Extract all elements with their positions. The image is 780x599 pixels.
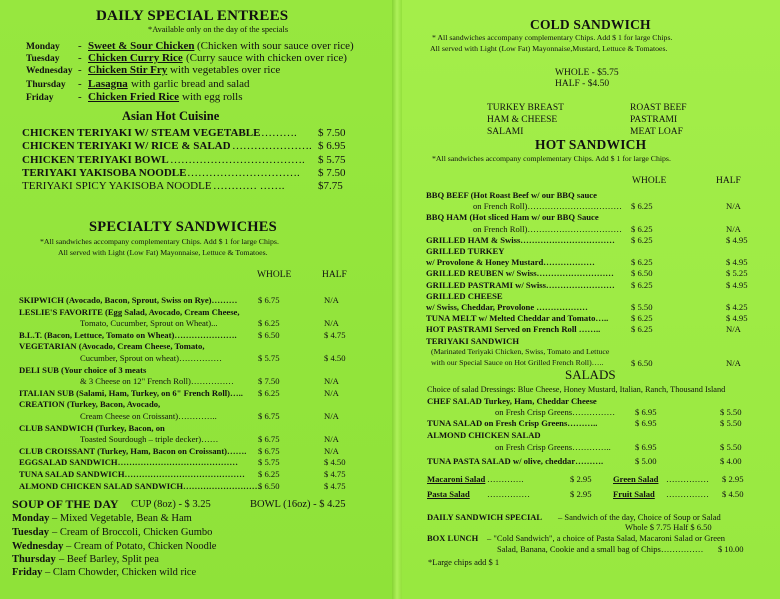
hot-half: N/A [726, 223, 741, 234]
soup-bowl: BOWL (16oz) - $ 4.25 [250, 499, 346, 510]
hot-line: TERIYAKI SANDWICH [426, 335, 520, 346]
specialty-half: N/A [324, 376, 339, 387]
salad-line: on Fresh Crisp Greens………….. [495, 442, 611, 452]
specialty-line: CLUB CROISSANT (Turkey, Ham, Bacon on Croissant)……. [19, 445, 247, 456]
box-lunch-text2: Salad, Banana, Cookie and a small bag of Chips…………… [497, 544, 704, 554]
hot-line: w/ Provolone & Honey Mustard……………… [426, 257, 595, 268]
hot-whole: $ 6.25 [631, 279, 653, 290]
asian-item-dots: ………. [261, 127, 297, 139]
soup-day: Wednesday [12, 541, 64, 552]
daily-sandwich-label: DAILY SANDWICH SPECIAL [427, 512, 543, 522]
hot-col-half: HALF [716, 176, 741, 186]
daily-desc: (Curry sauce with chicken over rice) [186, 52, 347, 64]
salad-line: CHEF SALAD Turkey, Ham, Cheddar Cheese [427, 396, 597, 406]
soup-day: Thursday [12, 554, 56, 565]
side-a-price: $ 2.95 [570, 474, 592, 484]
cold-title: COLD SANDWICH [530, 17, 651, 32]
soup-cup: CUP (8oz) - $ 3.25 [131, 499, 211, 510]
specialty-line: Tomato, Cucumber, Sprout on Wheat)... [80, 318, 218, 329]
daily-desc: (Chicken with sour sauce over rice) [197, 40, 354, 52]
specialty-note1: *All sandwiches accompany complementary Chips. Add $ 1 for large Chips. [40, 237, 279, 246]
specialty-note2: All served with Light (Low Fat) Mayonnaise, Lettuce & Tomatoes. [58, 248, 268, 257]
cold-meat: MEAT LOAF [630, 127, 683, 137]
side-a-dots: …………. [487, 474, 524, 484]
cold-meat: ROAST BEEF [630, 103, 687, 113]
box-lunch-text1: – "Cold Sandwich", a choice of Pasta Salad, Macaroni Salad or Green [487, 533, 726, 543]
salad-half: $ 5.50 [720, 407, 742, 417]
side-b-dots: …………… [666, 474, 709, 484]
daily-dash: - [78, 78, 82, 90]
cold-meat: TURKEY BREAST [487, 103, 564, 113]
daily-day: Friday [26, 93, 54, 103]
hot-line: BBQ HAM (Hot sliced Ham w/ our BBQ Sauce [426, 212, 599, 223]
specialty-line: Cream Cheese on Croissant)………….. [80, 411, 217, 421]
menu-fold [392, 0, 402, 599]
asian-title: Asian Hot Cuisine [122, 109, 220, 123]
specialty-whole: $ 6.75 [258, 411, 280, 421]
daily-item: Chicken Stir Fry [88, 64, 168, 76]
salad-line: TUNA PASTA SALAD w/ olive, cheddar………. [427, 456, 604, 466]
side-a: Macaroni Salad [427, 474, 486, 484]
asian-item-name: TERIYAKI YAKISOBA NOODLE [22, 167, 187, 179]
hot-line: w/ Swiss, Cheddar, Provolone ……………… [426, 302, 588, 312]
specialty-whole: $ 6.25 [258, 318, 280, 329]
specialty-whole: $ 6.75 [258, 445, 280, 456]
specialty-whole: $ 6.50 [258, 329, 280, 340]
hot-half: $ 5.25 [726, 268, 748, 279]
specialty-line: ITALIAN SUB (Salami, Ham, Turkey, on 6" French Roll)….. [19, 387, 243, 398]
cold-half: HALF - $4.50 [555, 79, 610, 89]
specialty-line: CREATION (Turkey, Bacon, Avocado, [19, 399, 161, 410]
asian-item-price: $ 7.50 [318, 127, 346, 139]
specialty-half: N/A [324, 445, 339, 456]
hot-line: GRILLED CHEESE [426, 290, 503, 301]
specialty-line: & 3 Cheese on 12" French Roll)…………… [80, 376, 234, 387]
cold-note1: * All sandwiches accompany complementary Chips. Add $ 1 for large Chips. [432, 33, 673, 42]
soup-day: Monday [12, 513, 50, 524]
specialty-col-half: HALF [322, 270, 347, 280]
daily-item: Lasagna [88, 78, 128, 90]
asian-item-price: $ 7.50 [318, 167, 346, 179]
daily-item: Chicken Fried Rice [88, 91, 180, 103]
asian-item-name: CHICKEN TERIYAKI W/ STEAM VEGETABLE [22, 127, 261, 139]
asian-item-price: $ 5.75 [318, 154, 346, 166]
box-lunch-price: $ 10.00 [718, 544, 744, 554]
hot-line: with our Special Sauce on Hot Grilled French Roll)….. [431, 358, 604, 367]
hot-whole: $ 6.25 [631, 201, 653, 212]
specialty-whole: $ 7.50 [258, 376, 280, 387]
hot-half: $ 4.95 [726, 279, 748, 290]
hot-half: $ 4.25 [726, 302, 748, 312]
specialty-half: $ 4.75 [324, 329, 346, 340]
hot-line: GRILLED TURKEY [426, 246, 505, 256]
specialty-line: EGGSALAD SANDWICH…………………………………… [19, 457, 238, 468]
hot-note: *All sandwiches accompany complementary Chips. Add $ 1 for large Chips. [432, 154, 671, 163]
specialty-half: N/A [324, 411, 339, 421]
cold-note2: All served with Light (Low Fat) Mayonnaise,Mustard, Lettuce & Tomatoes. [430, 44, 668, 53]
specialty-half: N/A [324, 387, 339, 398]
soup-text: – Beef Barley, Split pea [59, 554, 159, 565]
hot-line: (Marinated Teriyaki Chicken, Swiss, Tomato and Lettuce [431, 346, 610, 356]
salad-half: $ 5.50 [720, 418, 742, 428]
daily-day: Thursday [26, 80, 66, 90]
hot-half: $ 4.95 [726, 257, 748, 268]
daily-item: Chicken Curry Rice [88, 52, 183, 64]
specialty-whole: $ 5.75 [258, 353, 280, 363]
daily-sandwich-price: Whole $ 7.75 Half $ 6.50 [625, 522, 712, 532]
asian-item-price: $ 6.95 [318, 140, 346, 152]
side-b: Green Salad [613, 474, 659, 484]
asian-item-dots: ………………………………. [170, 154, 305, 166]
salad-whole: $ 5.00 [635, 456, 657, 466]
daily-dash: - [78, 52, 82, 64]
specialty-half: N/A [324, 318, 339, 329]
hot-line: on French Roll)…………………………… [473, 223, 622, 234]
hot-half: N/A [726, 324, 741, 335]
cold-meat: HAM & CHEESE [487, 115, 558, 125]
salad-line: TUNA SALAD on Fresh Crisp Greens……….. [427, 418, 598, 428]
daily-title: DAILY SPECIAL ENTREES [96, 8, 289, 24]
side-b-price: $ 2.95 [722, 474, 744, 484]
daily-dash: - [78, 64, 82, 76]
soup-text: – Cream of Potato, Chicken Noodle [66, 541, 217, 552]
hot-col-whole: WHOLE [632, 176, 667, 186]
salad-half: $ 4.00 [720, 456, 742, 466]
salad-half: $ 5.50 [720, 442, 742, 452]
hot-line: on French Roll)…………………………… [473, 201, 622, 212]
daily-day: Tuesday [26, 54, 60, 64]
soup-text: – Clam Chowder, Chicken wild rice [45, 567, 197, 578]
specialty-line: Cucumber, Sprout on wheat)…………… [80, 353, 222, 363]
hot-line: GRILLED HAM & Swiss…………………………… [426, 234, 615, 245]
daily-sandwich-text: – Sandwich of the day, Choice of Soup or Salad [558, 512, 721, 522]
hot-half: $ 4.95 [726, 313, 748, 324]
asian-item-name: CHICKEN TERIYAKI BOWL [22, 154, 169, 166]
hot-half: N/A [726, 201, 741, 212]
hot-whole: $ 6.25 [631, 324, 653, 335]
specialty-whole: $ 6.75 [258, 434, 280, 445]
chips-note: *Large chips add $ 1 [428, 557, 500, 567]
hot-line: GRILLED PASTRAMI w/ Swiss…………………… [426, 279, 615, 290]
specialty-col-whole: WHOLE [257, 270, 292, 280]
specialty-line: ALMOND CHICKEN SALAD SANDWICH……………………… [19, 480, 261, 491]
hot-whole: $ 6.25 [631, 257, 653, 268]
daily-dash: - [78, 40, 82, 52]
side-b: Fruit Salad [613, 489, 655, 499]
hot-line: HOT PASTRAMI Served on French Roll …….. [426, 324, 601, 335]
daily-desc: with egg rolls [182, 91, 243, 103]
hot-whole: $ 6.25 [631, 234, 653, 245]
specialty-half: N/A [324, 434, 339, 445]
side-b-dots: …………… [666, 489, 709, 499]
hot-whole: $ 6.25 [631, 223, 653, 234]
side-a: Pasta Salad [427, 489, 470, 499]
daily-day: Monday [26, 42, 60, 52]
specialty-half: N/A [324, 295, 339, 305]
specialty-line: TUNA SALAD SANDWICH…………………………………… [19, 469, 245, 479]
asian-item-name: TERIYAKI SPICY YAKISOBA NOODLE [22, 180, 212, 192]
specialty-line: VEGETARIAN (Avocado, Cream Cheese, Tomato, [19, 341, 205, 352]
specialty-half: $ 4.75 [324, 469, 346, 479]
soup-day: Friday [12, 567, 43, 578]
daily-desc: with garlic bread and salad [131, 78, 250, 90]
specialty-whole: $ 6.50 [258, 480, 280, 491]
hot-whole: $ 6.50 [631, 268, 653, 279]
specialty-line: B.L.T. (Bacon, Lettuce, Tomato on Wheat)…………………. [19, 329, 237, 340]
specialty-line: LESLIE'S FAVORITE (Egg Salad, Avocado, Cream Cheese, [19, 306, 240, 317]
cold-meat: SALAMI [487, 127, 524, 137]
hot-whole: $ 6.25 [631, 313, 653, 324]
specialty-whole: $ 5.75 [258, 457, 280, 468]
hot-whole: $ 5.50 [631, 302, 653, 312]
soup-text: – Mixed Vegetable, Bean & Ham [52, 513, 192, 524]
asian-item-dots: ………… ……. [213, 180, 285, 192]
specialty-line: DELI SUB (Your choice of 3 meats [19, 364, 147, 375]
specialty-line: Toasted Sourdough – triple decker)…… [80, 434, 219, 445]
hot-line: BBQ BEEF (Hot Roast Beef w/ our BBQ sauce [426, 190, 597, 200]
asian-item-dots: …………………………. [187, 167, 300, 179]
hot-line: TUNA MELT w/ Melted Cheddar and Tomato….. [426, 313, 609, 324]
daily-dash: - [78, 91, 82, 103]
daily-item: Sweet & Sour Chicken [88, 40, 195, 52]
asian-item-price: $7.75 [318, 180, 343, 192]
cold-meat: PASTRAMI [630, 115, 678, 125]
side-b-price: $ 4.50 [722, 489, 744, 499]
specialty-half: $ 4.75 [324, 480, 346, 491]
specialty-line: SKIPWICH (Avocado, Bacon, Sprout, Swiss on Rye)……… [19, 295, 238, 305]
daily-desc: with vegetables over rice [170, 64, 281, 76]
soup-text: – Cream of Broccoli, Chicken Gumbo [52, 527, 213, 538]
specialty-half: $ 4.50 [324, 353, 346, 363]
specialty-half: $ 4.50 [324, 457, 346, 468]
side-a-dots: …………… [487, 489, 530, 499]
cold-whole: WHOLE - $5.75 [555, 68, 619, 78]
daily-note: *Available only on the day of the specials [148, 25, 289, 34]
hot-title: HOT SANDWICH [535, 137, 647, 152]
daily-day: Wednesday [26, 66, 73, 76]
salad-whole: $ 6.95 [635, 442, 657, 452]
specialty-title: SPECIALTY SANDWICHES [89, 219, 277, 235]
salad-whole: $ 6.95 [635, 418, 657, 428]
soup-title: SOUP OF THE DAY [12, 497, 119, 511]
specialty-whole: $ 6.25 [258, 469, 280, 479]
salad-line: ALMOND CHICKEN SALAD [427, 430, 541, 440]
hot-line: GRILLED REUBEN w/ Swiss……………………… [426, 268, 614, 279]
asian-item-dots: …………………. [232, 140, 312, 152]
hot-whole: $ 6.50 [631, 358, 653, 368]
salads-title: SALADS [565, 367, 616, 382]
hot-half: $ 4.95 [726, 234, 748, 245]
side-a-price: $ 2.95 [570, 489, 592, 499]
specialty-line: CLUB SANDWICH (Turkey, Bacon, on [19, 422, 165, 433]
specialty-whole: $ 6.75 [258, 295, 280, 305]
asian-item-name: CHICKEN TERIYAKI W/ RICE & SALAD [22, 140, 231, 152]
box-lunch-label: BOX LUNCH [427, 533, 479, 543]
salad-line: on Fresh Crisp Greens…………… [495, 407, 616, 417]
hot-half: N/A [726, 358, 741, 368]
soup-day: Tuesday [12, 527, 49, 538]
salad-whole: $ 6.95 [635, 407, 657, 417]
salads-dressings: Choice of salad Dressings: Blue Cheese, Honey Mustard, Italian, Ranch, Thousand Island [427, 385, 726, 394]
specialty-whole: $ 6.25 [258, 387, 280, 398]
